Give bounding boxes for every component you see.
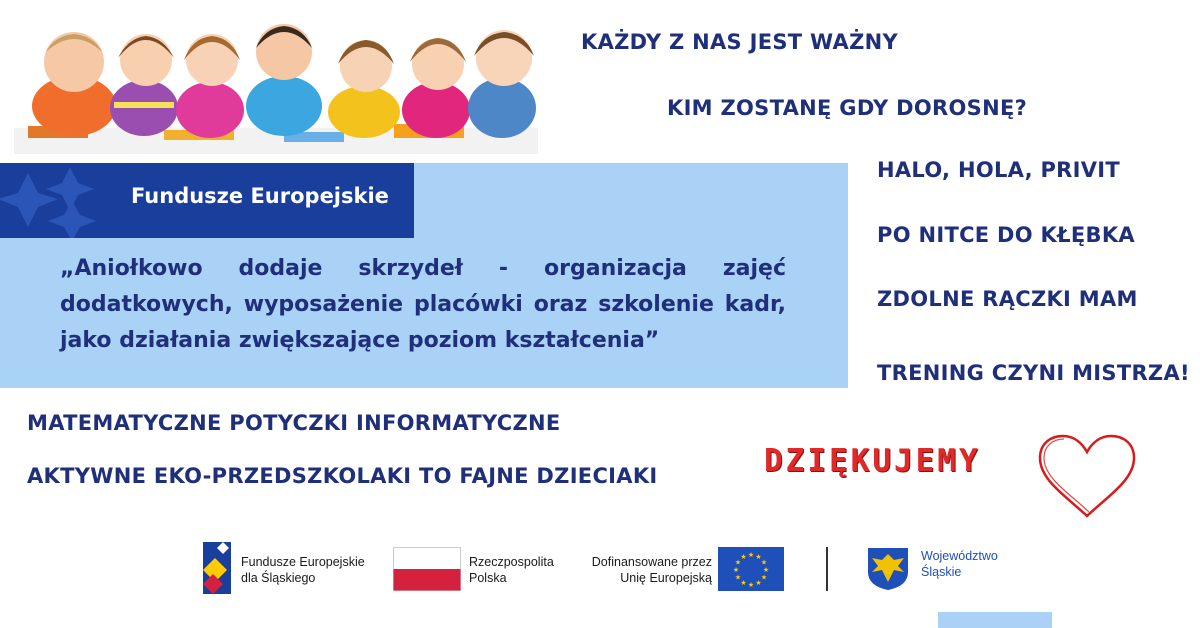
polish-flag-icon (393, 547, 461, 591)
logo-divider (826, 547, 828, 591)
svg-text:★: ★ (747, 551, 755, 559)
svg-text:★: ★ (755, 579, 762, 587)
svg-text:★: ★ (762, 566, 770, 574)
fe-stars-icon (0, 163, 120, 238)
corner-accent (938, 612, 1052, 628)
program-title: PO NITCE DO KŁĘBKA (877, 223, 1135, 247)
svg-text:★: ★ (760, 573, 768, 582)
program-title: ZDOLNE RĄCZKI MAM (877, 287, 1138, 311)
project-quote: „Aniołkowo dodaje skrzydeł - organizacja zajęć dodatkowych, wyposażenie placówki oraz szkolenie kadr, jako działania zwiększające poziom kształcenia” (60, 256, 786, 353)
thanks-text: DZIĘKUJEMY (764, 443, 981, 479)
program-title: KAŻDY Z NAS JEST WAŻNY (581, 30, 898, 54)
fe-banner-title: Fundusze Europejskie (131, 184, 389, 208)
program-title: HALO, HOLA, PRIVIT (877, 158, 1121, 182)
silesia-eagle-crest-icon (866, 546, 910, 592)
svg-text:★: ★ (755, 553, 762, 561)
heart-outline-icon (1036, 432, 1138, 520)
fe-logo-line2: dla Śląskiego (241, 571, 316, 585)
program-title: TRENING CZYNI MISTRZA! (877, 361, 1190, 385)
program-title: KIM ZOSTANĘ GDY DOROSNĘ? (667, 96, 1028, 120)
woj-logo-line1: Województwo (921, 549, 998, 563)
svg-text:★: ★ (740, 553, 747, 561)
fe-logo-line1: Fundusze Europejskie (241, 555, 365, 569)
eu-logo-line2: Unię Europejską (620, 571, 712, 585)
rp-logo-line1: Rzeczpospolita (469, 555, 554, 569)
svg-text:★: ★ (734, 558, 742, 567)
fe-logo-icon (201, 540, 233, 596)
svg-text:★: ★ (747, 581, 755, 589)
eu-flag-icon (718, 547, 784, 591)
eu-logo-line1: Dofinansowane przez (591, 555, 712, 569)
program-title: AKTYWNE EKO-PRZEDSZKOLAKI TO FAJNE DZIECIAKI (27, 464, 658, 488)
woj-logo-line2: Śląskie (921, 565, 962, 579)
svg-text:★: ★ (740, 579, 747, 587)
svg-text:★: ★ (732, 566, 740, 574)
svg-text:★: ★ (734, 573, 742, 582)
children-photo (14, 8, 538, 154)
rp-logo-line2: Polska (469, 571, 507, 585)
program-title: MATEMATYCZNE POTYCZKI INFORMATYCZNE (27, 411, 561, 435)
svg-text:★: ★ (760, 558, 768, 567)
